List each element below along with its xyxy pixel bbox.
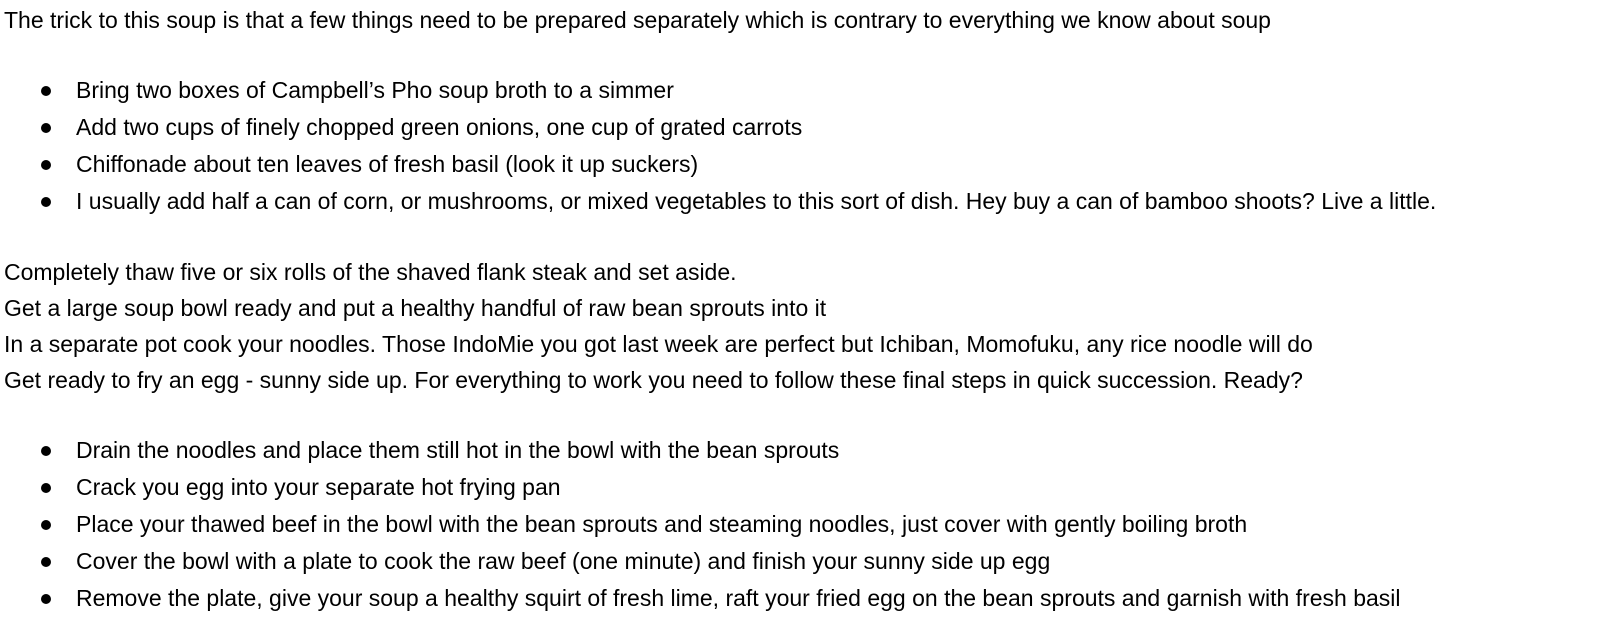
list-item [4, 543, 1604, 580]
list-item [4, 580, 1604, 617]
list-item [4, 72, 1604, 109]
prep-line: Completely thaw five or six rolls of the shaved flank steak and set aside. [4, 259, 737, 285]
document-body [4, 2, 1604, 617]
list-item [4, 183, 1604, 220]
spacer [4, 38, 1604, 72]
list-item-text: Crack you egg into your separate hot frying pan [76, 474, 561, 500]
spacer [4, 398, 1604, 432]
bullet-icon [41, 197, 51, 207]
bullet-icon [41, 557, 51, 567]
list-item-text: Drain the noodles and place them still hot in the bowl with the bean sprouts [76, 437, 840, 463]
broth-steps-list [4, 72, 1604, 220]
intro-paragraph: The trick to this soup is that a few things need to be prepared separately which is contrary to everything we know about soup [4, 7, 1271, 33]
list-item [4, 109, 1604, 146]
bullet-icon [41, 520, 51, 530]
bullet-icon [41, 86, 51, 96]
list-item [4, 506, 1604, 543]
bullet-icon [41, 160, 51, 170]
final-steps-list [4, 432, 1604, 617]
list-item-text: Add two cups of finely chopped green onions, one cup of grated carrots [76, 114, 803, 140]
bullet-icon [41, 446, 51, 456]
list-item-text: Cover the bowl with a plate to cook the raw beef (one minute) and finish your sunny side up egg [76, 548, 1051, 574]
prep-line: Get a large soup bowl ready and put a healthy handful of raw bean sprouts into it [4, 295, 827, 321]
prep-line: Get ready to fry an egg - sunny side up. For everything to work you need to follow these final steps in quick succession. Ready? [4, 367, 1303, 393]
prep-line: In a separate pot cook your noodles. Those IndoMie you got last week are perfect but Ichiban, Momofuku, any rice noodle will do [4, 331, 1313, 357]
list-item [4, 432, 1604, 469]
spacer [4, 220, 1604, 254]
bullet-icon [41, 594, 51, 604]
bullet-icon [41, 123, 51, 133]
bullet-icon [41, 483, 51, 493]
list-item [4, 146, 1604, 183]
list-item-text: Place your thawed beef in the bowl with the bean sprouts and steaming noodles, just cover with gently boiling broth [76, 511, 1248, 537]
list-item-text: Bring two boxes of Campbell’s Pho soup broth to a simmer [76, 77, 674, 103]
list-item-text: Chiffonade about ten leaves of fresh basil (look it up suckers) [76, 151, 699, 177]
list-item-text: I usually add half a can of corn, or mushrooms, or mixed vegetables to this sort of dish. Hey buy a can of bamboo shoots? Live a little. [76, 188, 1437, 214]
list-item [4, 469, 1604, 506]
list-item-text: Remove the plate, give your soup a healthy squirt of fresh lime, raft your fried egg on the bean sprouts and garnish with fresh basil [76, 585, 1401, 611]
